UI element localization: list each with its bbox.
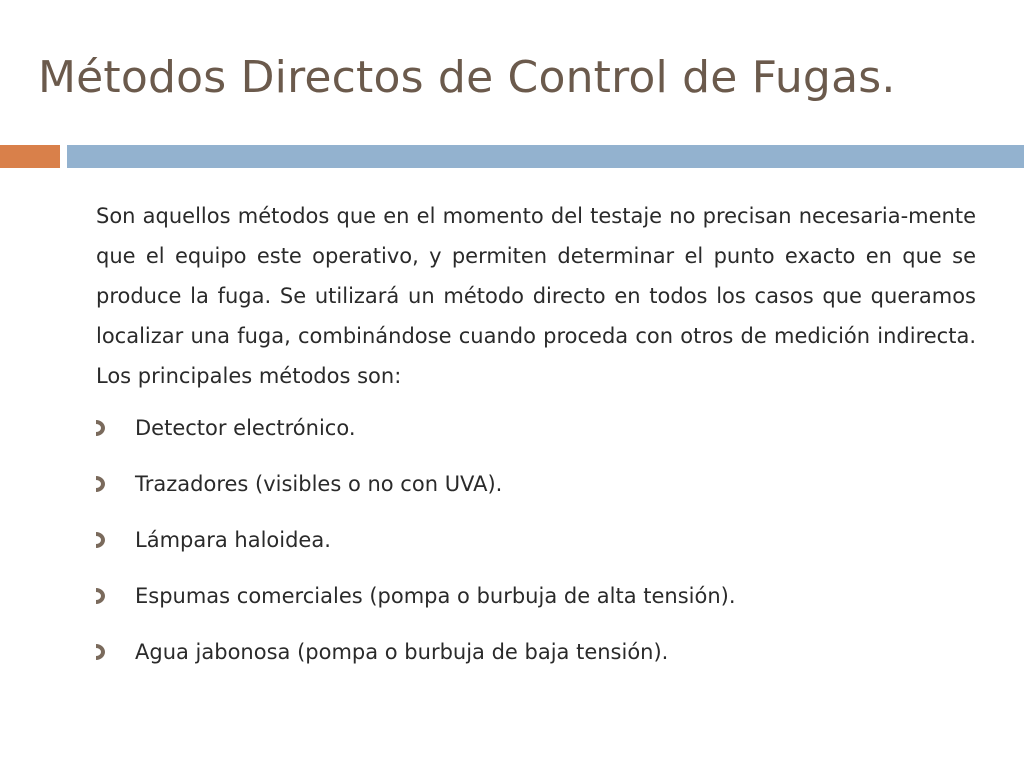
half-disc-bullet-icon [96, 644, 105, 660]
half-disc-bullet-icon [96, 588, 105, 604]
list-item-label: Lámpara haloidea. [135, 528, 331, 552]
list-item [96, 630, 976, 686]
list-item-label: Agua jabonosa (pompa o burbuja de baja tensión). [135, 640, 669, 664]
list-item [96, 462, 976, 518]
methods-list [96, 406, 976, 686]
intro-paragraph: Son aquellos métodos que en el momento del testaje no precisan necesaria-mente que el equipo este operativo, y permiten determinar el punto exacto en que se produce la fuga. Se utilizará un método directo en todos los casos que queramos localizar una fuga, combinándose cuando proceda con otros de medición indirecta. Los principales métodos son: [96, 204, 976, 388]
half-disc-bullet-icon [96, 532, 105, 548]
list-item [96, 518, 976, 574]
list-item-label: Espumas comerciales (pompa o burbuja de alta tensión). [135, 584, 736, 608]
slide-title: Métodos Directos de Control de Fugas. [38, 52, 896, 103]
list-item-label: Detector electrónico. [135, 416, 356, 440]
list-item [96, 574, 976, 630]
slide-body [96, 196, 976, 686]
list-item [96, 406, 976, 462]
half-disc-bullet-icon [96, 420, 105, 436]
list-item-label: Trazadores (visibles o no con UVA). [135, 472, 503, 496]
half-disc-bullet-icon [96, 476, 105, 492]
accent-bar-orange [0, 145, 60, 168]
accent-bar-blue [67, 145, 1024, 168]
